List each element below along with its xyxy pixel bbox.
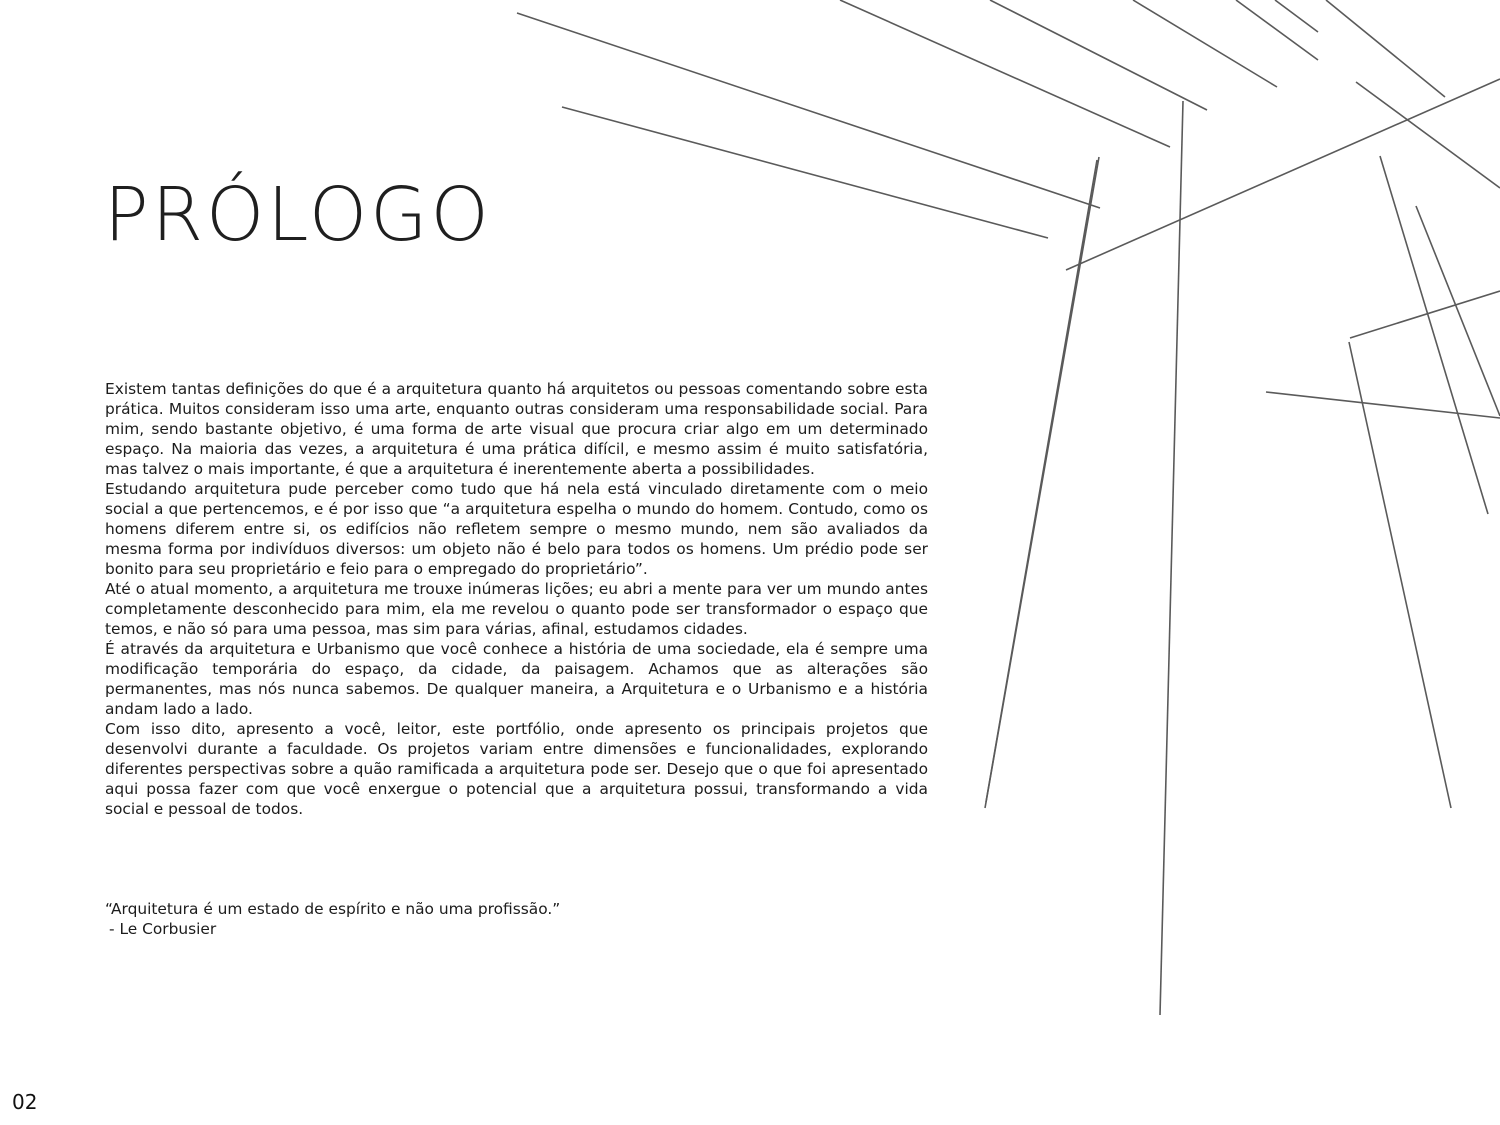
decor-line <box>1266 392 1500 418</box>
decor-line <box>1350 291 1500 338</box>
page-number: 02 <box>12 1090 38 1114</box>
decor-line <box>840 0 1170 147</box>
decor-line <box>1356 82 1500 188</box>
paragraph: É através da arquitetura e Urbanismo que você conhece a história de uma sociedade, ela é sempre uma modificação temporária do espaço, da cidade, da paisagem. Achamos que as alterações são permanentes, mas nós nunca sabemos. De qualquer maneira, a Arquitetura e o Urbanismo e a história andam lado a lado. <box>105 640 928 718</box>
paragraph: Até o atual momento, a arquitetura me trouxe inúmeras lições; eu abri a mente para ver um mundo antes completamente desconhecido para mim, ela me revelou o quanto pode ser transformador o espaço que temos, e não só para uma pessoa, mas sim para várias, afinal, estudamos cidades. <box>105 580 928 638</box>
page-title: PRÓLOGO <box>104 172 492 258</box>
quote-block <box>105 899 928 939</box>
paragraph: Com isso dito, apresento a você, leitor, este portfólio, onde apresento os principais projetos que desenvolvi durante a faculdade. Os projetos variam entre dimensões e funcionalidades, explorando diferentes perspectivas sobre a quão ramificada a arquitetura pode ser. Desejo que o que foi apresentado aqui possa fazer com que você enxergue o potencial que a arquitetura possui, transformando a vida social e pessoal de todos. <box>105 720 928 818</box>
decor-line <box>990 0 1207 110</box>
decor-line <box>1416 206 1500 416</box>
decor-line <box>1236 0 1318 60</box>
decor-line <box>1380 156 1488 514</box>
decor-line <box>1275 0 1318 32</box>
decor-line <box>986 160 1097 802</box>
decor-line <box>1349 342 1451 808</box>
decor-line <box>985 157 1099 808</box>
paragraph: Estudando arquitetura pude perceber como tudo que há nela está vinculado diretamente com o meio social a que pertencemos, e é por isso que “a arquitetura espelha o mundo do homem. Contudo, como os homens diferem entre si, os edifícios não refletem sempre o mesmo mundo, nem são avaliados da mesma forma por indivíduos diversos: um objeto não é belo para todos os homens. Um prédio pode ser bonito para seu proprietário e feio para o empregado do proprietário”. <box>105 480 928 578</box>
decor-line <box>1326 0 1445 97</box>
paragraph: Existem tantas definições do que é a arquitetura quanto há arquitetos ou pessoas comentando sobre esta prática. Muitos consideram isso uma arte, enquanto outras consideram uma responsabilidade social. Para mim, sendo bastante objetivo, é uma forma de arte visual que procura criar algo em um determinado espaço. Na maioria das vezes, a arquitetura é uma prática difícil, e mesmo assim é muito satisfatória, mas talvez o mais importante, é que a arquitetura é inerentemente aberta a possibilidades. <box>105 380 928 478</box>
decor-line <box>1066 79 1500 270</box>
decor-line <box>517 13 1100 208</box>
prologue-text <box>105 379 928 819</box>
quote-text: “Arquitetura é um estado de espírito e não uma profissão.” <box>105 900 561 918</box>
decor-line <box>562 107 1048 238</box>
decor-line <box>1133 0 1277 87</box>
decor-line <box>1160 101 1183 1015</box>
quote-author: - Le Corbusier <box>109 920 217 938</box>
